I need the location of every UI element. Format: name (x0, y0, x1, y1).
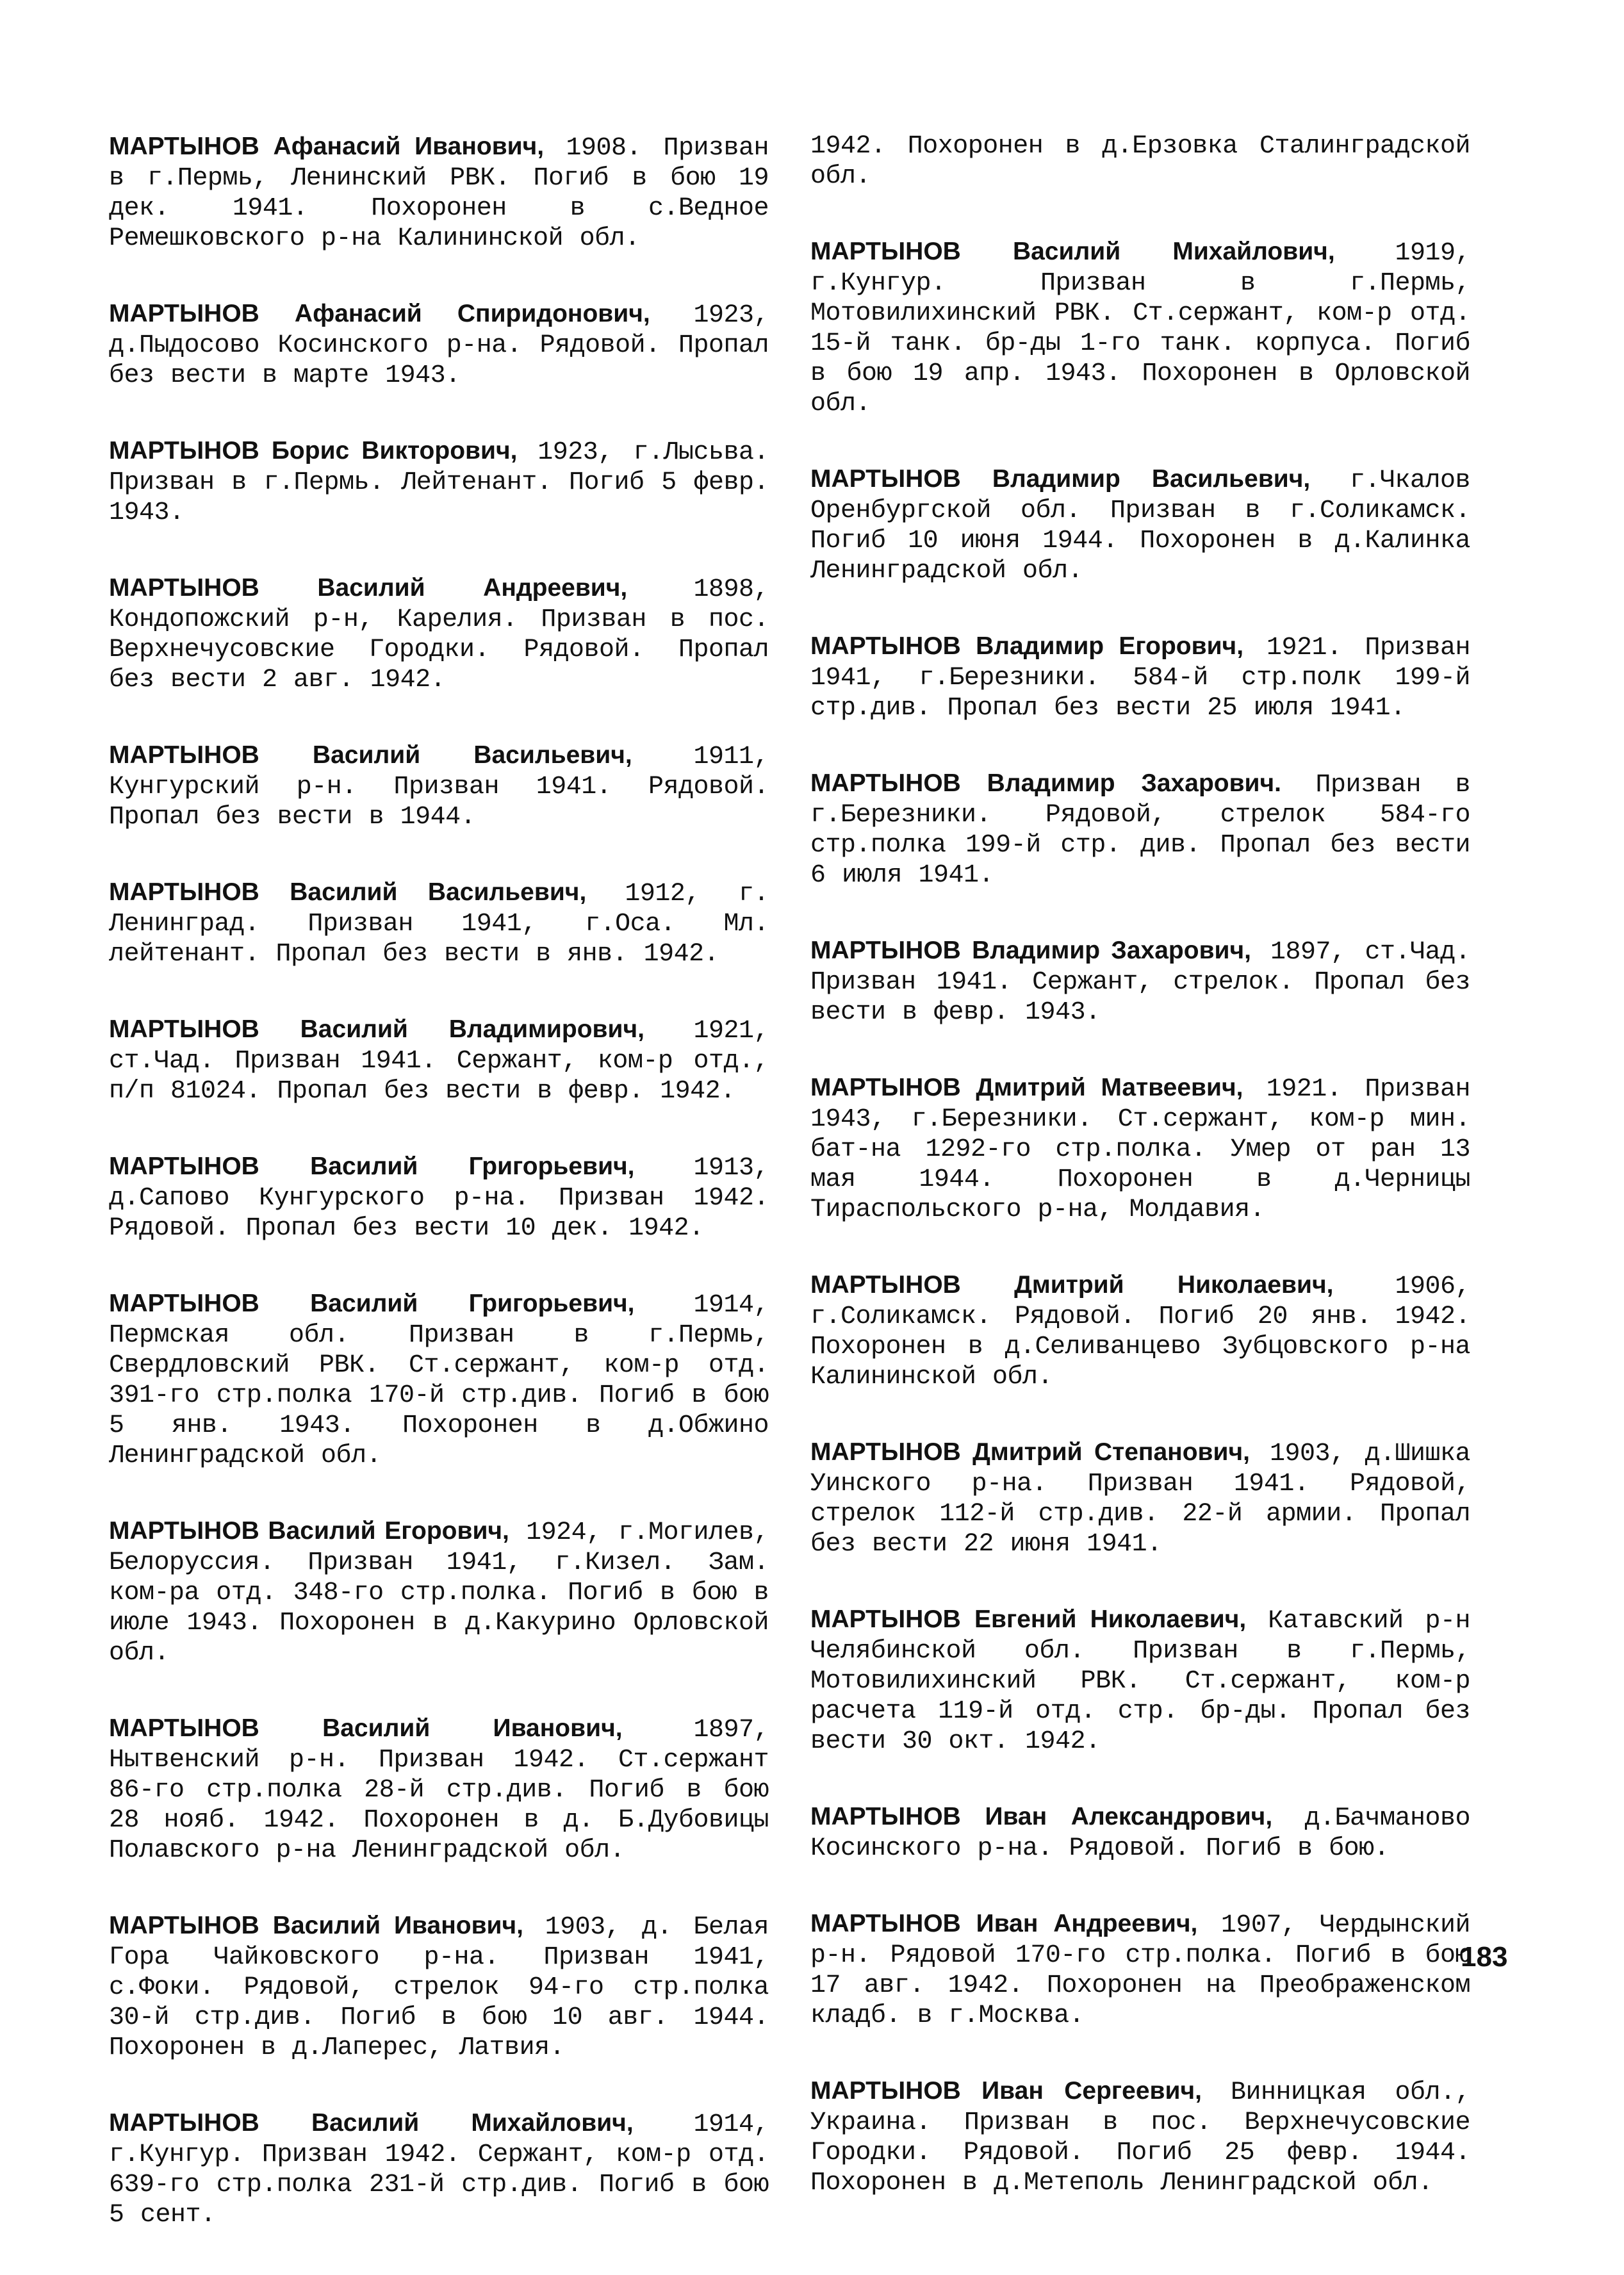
entry (109, 1288, 769, 1471)
entry-text: 1919, г.Кунгур. Призван в г.Пермь, Мотовилихинский РВК. Ст.сержант, ком-р отд. 15-й танк. бр-ды 1-го танк. корпуса. Погиб в бою 19 апр. 1943. Похоронен в Орловской обл. (810, 239, 1470, 418)
entry-name: МАРТЫНОВ Иван Александрович, (810, 1803, 1273, 1830)
entry (109, 299, 769, 391)
entry (109, 740, 769, 832)
entry-continuation: 1942. Похоронен в д.Ерзовка Сталинградской обл. (810, 132, 1470, 191)
entry-name: МАРТЫНОВ Иван Сергеевич, (810, 2077, 1202, 2105)
entry (109, 1910, 769, 2063)
entry-text: 1924, г.Могилев, Белоруссия. Призван 1941, г.Кизел. Зам. ком-ра отд. 348-го стр.полка. Погиб в бою в июле 1943. Похоронен в д.Какурино Орловской обл. (109, 1518, 769, 1668)
entry (810, 631, 1470, 723)
entry-text: 1921, ст.Чад. Призван 1941. Сержант, ком-р отд., п/п 81024. Пропал без вести в февр. 1942. (109, 1017, 769, 1106)
entry-name: МАРТЫНОВ Иван Андреевич, (810, 1910, 1198, 1937)
entry (109, 1151, 769, 1244)
entry-name: МАРТЫНОВ Василий Михайлович, (109, 2109, 634, 2137)
entry-name: МАРТЫНОВ Василий Григорьевич, (109, 1153, 635, 1180)
page-number: 183 (1461, 1941, 1508, 1973)
entry-text: 1907, Чердынский р-н. Рядовой 170-го стр.полка. Погиб в бою 17 авг. 1942. Похоронен на Преображенском кладб. в г.Москва. (810, 1911, 1470, 2030)
entry-text: 1903, д.Шишка Уинского р-на. Призван 1941. Рядовой, стрелок 112-й стр.див. 22-й армии. Пропал без вести 22 июня 1941. (810, 1440, 1470, 1559)
entry-name: МАРТЫНОВ Дмитрий Степанович, (810, 1438, 1250, 1466)
entry (109, 1014, 769, 1106)
entry-name: МАРТЫНОВ Василий Васильевич, (109, 741, 632, 769)
entry-text: 1897, ст.Чад. Призван 1941. Сержант, стрелок. Пропал без вести в февр. 1943. (810, 938, 1470, 1027)
entry-text: 1908. Призван в г.Пермь, Ленинский РВК. Погиб в бою 19 дек. 1941. Похоронен в с.Ведное Ремешковского р-на Калининской обл. (109, 134, 769, 253)
entry (810, 935, 1470, 1028)
entry-text: 1914, Пермская обл. Призван в г.Пермь, Свердловский РВК. Ст.сержант, ком-р отд. 391-го стр.полка 170-й стр.див. Погиб в бою 5 янв. 1943. Похоронен в д.Обжино Ленинградской обл. (109, 1291, 769, 1470)
entry-name: МАРТЫНОВ Владимир Захарович, (810, 937, 1252, 964)
entry (810, 1072, 1470, 1225)
left-column (109, 131, 769, 2275)
entry (810, 1909, 1470, 2031)
entry (109, 573, 769, 695)
entry-name: МАРТЫНОВ Василий Владимирович, (109, 1015, 644, 1043)
entry-name: МАРТЫНОВ Евгений Николаевич, (810, 1606, 1247, 1633)
entry-text: 1914, г.Кунгур. Призван 1942. Сержант, ком-р отд. 639-го стр.полка 231-й стр.див. Погиб в бою 5 сент. (109, 2110, 769, 2230)
entry (810, 2076, 1470, 2198)
entry-text: д.Бачманово Косинского р-на. Рядовой. Погиб в бою. (810, 1804, 1471, 1863)
entry-text: Катавский р-н Челябинской обл. Призван в г.Пермь, Мотовилихинский РВК. Ст.сержант, ком-р расчета 119-й отд. стр. бр-ды. Пропал без вести 30 окт. 1942. (810, 1607, 1470, 1756)
entry-name: МАРТЫНОВ Афанасий Иванович, (109, 133, 545, 160)
entry-name: МАРТЫНОВ Борис Викторович, (109, 437, 518, 464)
entry-name: МАРТЫНОВ Василий Иванович, (109, 1912, 524, 1939)
entry-name: МАРТЫНОВ Афанасий Спиридонович, (109, 300, 650, 327)
entry-name: МАРТЫНОВ Василий Григорьевич, (109, 1290, 635, 1317)
entry-text: 1923, г.Лысьва. Призван в г.Пермь. Лейтенант. Погиб 5 февр. 1943. (109, 438, 769, 527)
entry (810, 1802, 1470, 1864)
entry-name: МАРТЫНОВ Владимир Захарович. (810, 769, 1282, 797)
entry-text: 1906, г.Соликамск. Рядовой. Погиб 20 янв. 1942. Похоронен в д.Селиванцево Зубцовского р-на Калининской обл. (810, 1272, 1470, 1392)
entry (810, 236, 1470, 419)
entry-name: МАРТЫНОВ Василий Андреевич, (109, 574, 628, 602)
entry-name: МАРТЫНОВ Василий Васильевич, (109, 878, 587, 906)
entry (109, 2108, 769, 2230)
entry-name: МАРТЫНОВ Василий Егорович, (109, 1517, 509, 1545)
entry-name: МАРТЫНОВ Василий Иванович, (109, 1714, 623, 1742)
entry (109, 1713, 769, 1866)
right-column (810, 131, 1470, 2243)
entry (109, 436, 769, 528)
entry-text: 1921. Призван 1941, г.Березники. 584-й стр.полк 199-й стр.див. Пропал без вести 25 июля 1941. (810, 634, 1470, 723)
entry (810, 1604, 1470, 1757)
entry (810, 768, 1470, 891)
entry (109, 877, 769, 969)
entry-text: г.Чкалов Оренбургской обл. Призван в г.Соликамск. Погиб 10 июня 1944. Похоронен в д.Калинка Ленинградской обл. (810, 466, 1470, 586)
entry-name: МАРТЫНОВ Владимир Егорович, (810, 632, 1244, 660)
entry (109, 1516, 769, 1668)
entry (810, 464, 1470, 586)
entry-text: 1898, Кондопожский р-н, Карелия. Призван в пос. Верхнечусовские Городки. Рядовой. Пропал без вести 2 авг. 1942. (109, 575, 769, 694)
entry (109, 131, 769, 254)
entry-name: МАРТЫНОВ Дмитрий Николаевич, (810, 1271, 1334, 1299)
entry-text: 1913, д.Сапово Кунгурского р-на. Призван 1942. Рядовой. Пропал без вести 10 дек. 1942. (109, 1154, 769, 1243)
entry-text: Призван в г.Березники. Рядовой, стрелок 584-го стр.полка 199-й стр. див. Пропал без вести 6 июля 1941. (810, 771, 1470, 890)
entry (810, 1437, 1470, 1559)
entry-text: 1921. Призван 1943, г.Березники. Ст.сержант, ком-р мин. бат-на 1292-го стр.полка. Умер от ран 13 мая 1944. Похоронен в д.Черницы Тираспольского р-на, Молдавия. (810, 1075, 1470, 1224)
entry-text: 1923, д.Пыдосово Косинского р-на. Рядовой. Пропал без вести в марте 1943. (109, 301, 769, 390)
entry-name: МАРТЫНОВ Василий Михайлович, (810, 238, 1335, 265)
entry (810, 1270, 1470, 1392)
entry-name: МАРТЫНОВ Владимир Васильевич, (810, 465, 1311, 493)
entry-name: МАРТЫНОВ Дмитрий Матвеевич, (810, 1074, 1243, 1101)
entry-text: Винницкая обл., Украина. Призван в пос. Верхнечусовские Городки. Рядовой. Погиб 25 февр. 1944. Похоронен в д.Метеполь Ленинградской обл. (810, 2078, 1470, 2197)
entry-text: 1903, д. Белая Гора Чайковского р-на. Призван 1941, с.Фоки. Рядовой, стрелок 94-го стр.полка 30-й стр.див. Погиб в бою 10 авг. 1944. Похоронен в д.Лаперес, Латвия. (109, 1913, 769, 2062)
entry-text: 1911, Кунгурский р-н. Призван 1941. Рядовой. Пропал без вести в 1944. (109, 743, 769, 832)
entry-text: 1912, г. Ленинград. Призван 1941, г.Оса. Мл. лейтенант. Пропал без вести в янв. 1942. (109, 880, 769, 969)
entry-text: 1897, Нытвенский р-н. Призван 1942. Ст.сержант 86-го стр.полка 28-й стр.див. Погиб в бою 28 нояб. 1942. Похоронен в д. Б.Дубовицы Полавского р-на Ленинградской обл. (109, 1716, 769, 1865)
